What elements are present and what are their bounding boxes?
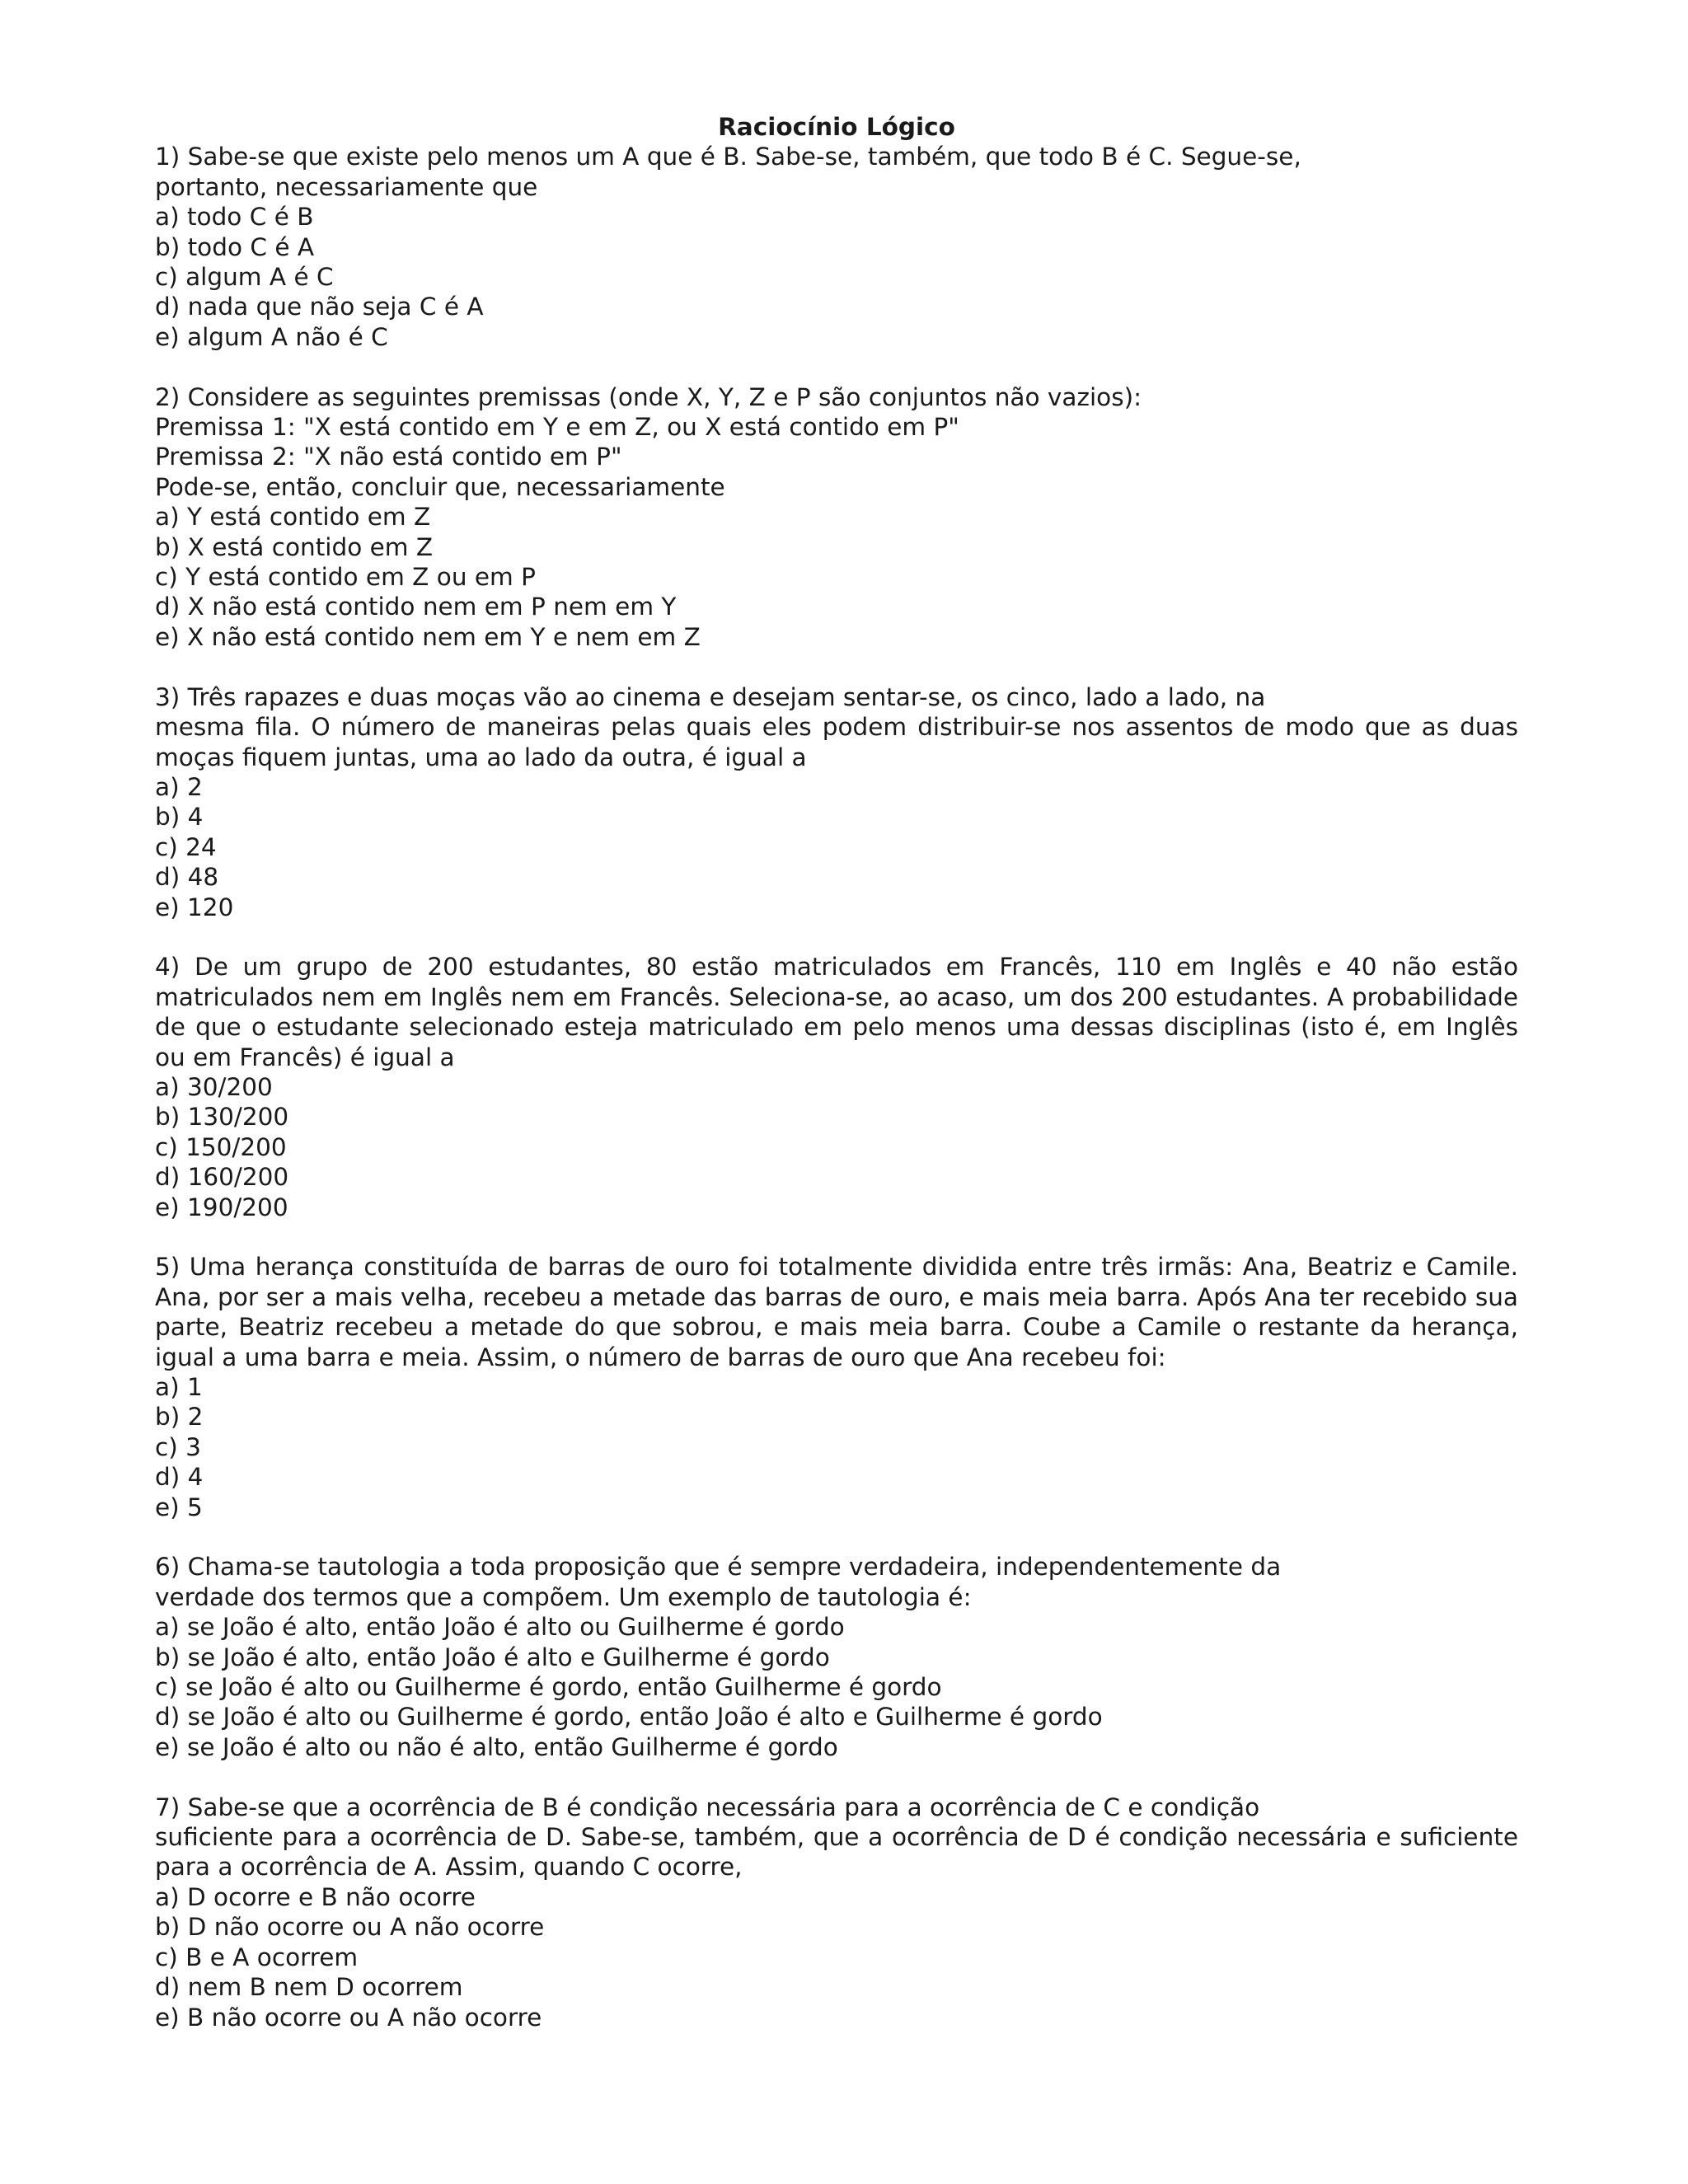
- question-1: [155, 142, 1518, 352]
- answer-option: b) X está contido em Z: [155, 532, 434, 561]
- answer-option: d) 4: [155, 1463, 204, 1492]
- answer-option: e) 190/200: [155, 1193, 288, 1221]
- answer-option: a) 1: [155, 1373, 203, 1401]
- answer-option: b) todo C é A: [155, 232, 315, 261]
- document-title: Raciocínio Lógico: [718, 113, 955, 141]
- answer-option: c) 24: [155, 832, 217, 861]
- answer-option: e) 5: [155, 1493, 203, 1521]
- answer-option: b) 2: [155, 1403, 204, 1432]
- answer-option: c) 3: [155, 1432, 201, 1461]
- answer-option: a) se João é alto, então João é alto ou Guilherme é gordo: [155, 1613, 845, 1642]
- question-paragraph: suficiente para a ocorrência de D. Sabe-se, também, que a ocorrência de D é condição necessária e suficiente para a ocorrência de A. Assim, quando C ocorre,: [155, 1823, 1518, 1882]
- question-paragraph: 4) De um grupo de 200 estudantes, 80 estão matriculados em Francês, 110 em Inglês e 40 não estão matriculados nem em Inglês nem em Francês. Seleciona-se, ao acaso, um dos 200 estudantes. A probabilidade de que o estudante selecionado esteja matriculado em pelo menos uma dessas disciplinas (isto é, em Inglês ou em Francês) é igual a: [155, 953, 1518, 1071]
- question-text-line: Premissa 2: "X não está contido em P": [155, 443, 622, 471]
- answer-option: e) algum A não é C: [155, 322, 388, 351]
- answer-option: b) 130/200: [155, 1103, 289, 1132]
- answer-option: d) nada que não seja C é A: [155, 293, 484, 321]
- answer-option: c) B e A ocorrem: [155, 1943, 359, 1971]
- question-text-line: portanto, necessariamente que: [155, 172, 538, 201]
- answer-option: e) se João é alto ou não é alto, então Guilherme é gordo: [155, 1732, 838, 1761]
- answer-option: c) 150/200: [155, 1132, 287, 1161]
- question-text-line: Pode-se, então, concluir que, necessariamente: [155, 472, 725, 501]
- question-text-line: 7) Sabe-se que a ocorrência de B é condição necessária para a ocorrência de C e condição: [155, 1793, 1260, 1821]
- answer-option: a) D ocorre e B não ocorre: [155, 1882, 476, 1911]
- answer-option: d) nem B nem D ocorrem: [155, 1973, 463, 2002]
- question-paragraph: mesma fila. O número de maneiras pelas quais eles podem distribuir-se nos assentos de modo que as duas moças fiquem juntas, uma ao lado da outra, é igual a: [155, 713, 1518, 771]
- answer-option: e) B não ocorre ou A não ocorre: [155, 2003, 542, 2032]
- answer-option: a) 30/200: [155, 1072, 273, 1101]
- answer-option: a) todo C é B: [155, 203, 314, 232]
- answer-option: c) algum A é C: [155, 263, 334, 292]
- answer-option: a) Y está contido em Z: [155, 503, 431, 532]
- question-text-line: verdade dos termos que a compõem. Um exemplo de tautologia é:: [155, 1582, 972, 1611]
- question-7: [155, 1793, 1518, 2032]
- question-paragraph: 5) Uma herança constituída de barras de ouro foi totalmente dividida entre três irmãs: Ana, Beatriz e Camile. Ana, por ser a mais velha, recebeu a metade das barras de ouro, e mais meia barra. Após Ana ter recebido sua parte, Beatriz recebeu a metade do que sobrou, e mais meia barra. Coube a Camile o restante da herança, igual a uma barra e meia. Assim, o número de barras de ouro que Ana recebeu foi:: [155, 1253, 1518, 1371]
- question-5: [155, 1252, 1518, 1522]
- answer-option: c) se João é alto ou Guilherme é gordo, então Guilherme é gordo: [155, 1673, 942, 1702]
- question-text-line: 6) Chama-se tautologia a toda proposição que é sempre verdadeira, independentemente da: [155, 1553, 1282, 1582]
- question-text-line: 3) Três rapazes e duas moças vão ao cinema e desejam sentar-se, os cinco, lado a lado, na: [155, 682, 1266, 711]
- question-4: [155, 952, 1518, 1222]
- answer-option: d) 160/200: [155, 1163, 289, 1192]
- answer-option: b) 4: [155, 803, 204, 832]
- question-6: [155, 1552, 1518, 1762]
- question-text-line: Premissa 1: "X está contido em Y e em Z, ou X está contido em P": [155, 413, 959, 442]
- question-text-line: 1) Sabe-se que existe pelo menos um A que é B. Sabe-se, também, que todo B é C. Segue-se,: [155, 143, 1301, 171]
- answer-option: d) 48: [155, 863, 219, 892]
- question-text-line: 2) Considere as seguintes premissas (onde X, Y, Z e P são conjuntos não vazios):: [155, 382, 1142, 411]
- answer-option: e) X não está contido nem em Y e nem em Z: [155, 622, 701, 651]
- answer-option: d) se João é alto ou Guilherme é gordo, então João é alto e Guilherme é gordo: [155, 1703, 1103, 1732]
- answer-option: b) D não ocorre ou A não ocorre: [155, 1913, 545, 1942]
- question-3: [155, 682, 1518, 922]
- answer-option: c) Y está contido em Z ou em P: [155, 563, 536, 592]
- question-2: [155, 382, 1518, 653]
- answer-option: a) 2: [155, 772, 203, 801]
- answer-option: b) se João é alto, então João é alto e Guilherme é gordo: [155, 1643, 830, 1671]
- answer-option: e) 120: [155, 893, 234, 921]
- answer-option: d) X não está contido nem em P nem em Y: [155, 593, 677, 621]
- document-page: [155, 112, 1518, 2062]
